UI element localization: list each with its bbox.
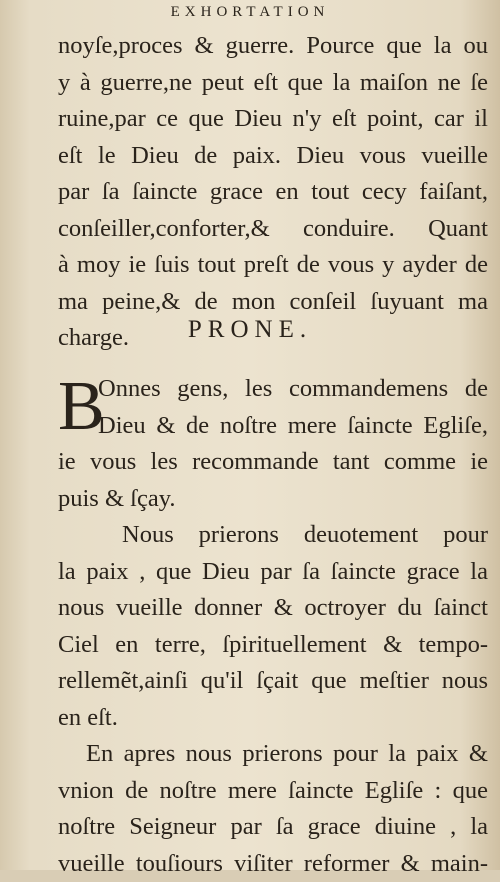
section-heading: PRONE.: [0, 316, 500, 344]
text-line: nous vueille donner & octroyer du ſainct: [58, 590, 488, 627]
second-paragraph: [58, 517, 488, 736]
drop-cap: B: [58, 372, 105, 442]
text-line: par ſa ſaincte grace en tout cecy faiſant,: [58, 174, 488, 211]
third-paragraph: [58, 736, 488, 882]
first-paragraph: [58, 371, 488, 517]
text-line: charge.: [58, 320, 488, 357]
text-line: à moy ie ſuis tout preſt de vous y ayder de: [58, 247, 488, 284]
text-line: Dieu & de noſtre mere ſaincte Egliſe,: [58, 408, 488, 445]
text-line: conſeiller,conforter,& conduire. Quant: [58, 211, 488, 248]
text-line: rellemẽt,ainſi qu'il ſçait que meſtier nous: [58, 663, 488, 700]
text-line: eſt le Dieu de paix. Dieu vous vueille: [58, 138, 488, 175]
text-line: Ciel en terre, ſpirituellement & tempo-: [58, 627, 488, 664]
text-line: y à guerre,ne peut eſt que la maiſon ne ſe: [58, 65, 488, 102]
text-line: vnion de noſtre mere ſaincte Egliſe : que: [58, 773, 488, 810]
text-line: noyſe,proces & guerre. Pource que la ou: [58, 28, 488, 65]
text-line: ie vous les recommande tant comme ie: [58, 444, 488, 481]
text-line: la paix , que Dieu par ſa ſaincte grace la: [58, 554, 488, 591]
text-line: ruine,par ce que Dieu n'y eſt point, car il: [58, 101, 488, 138]
text-line: noſtre Seigneur par ſa grace diuine , la: [58, 809, 488, 846]
text-line: ma peine,& de mon conſeil ſuyuant ma: [58, 284, 488, 321]
running-head: EXHORTATION: [0, 4, 500, 21]
text-line: puis & ſçay.: [58, 481, 488, 518]
text-line: En apres nous prierons pour la paix &: [58, 736, 488, 773]
text-line: Onnes gens, les commandemens de: [58, 371, 488, 408]
top-paragraph: [58, 28, 488, 357]
text-line: Nous prierons deuotement pour: [58, 517, 488, 554]
text-line: en eſt.: [58, 700, 488, 737]
text-line: vueille touſiours viſiter reformer & main-: [58, 846, 488, 882]
